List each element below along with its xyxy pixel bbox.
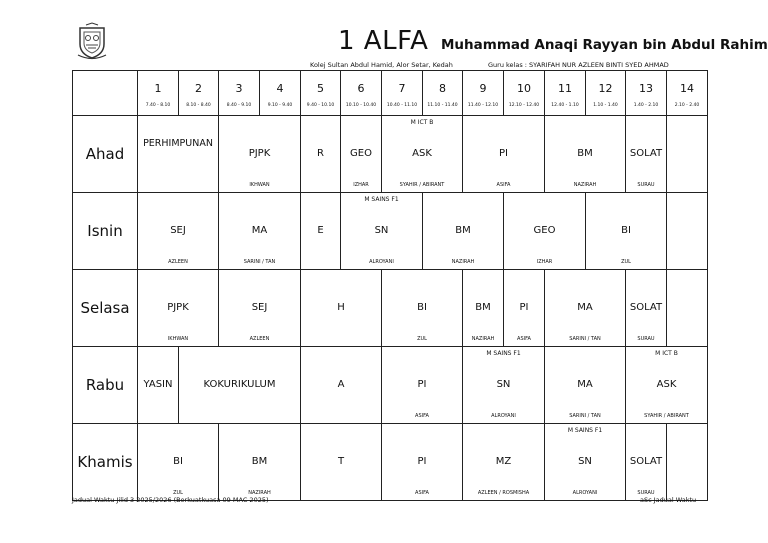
period-number: 3 bbox=[235, 82, 243, 95]
lesson-cell bbox=[545, 270, 626, 347]
lesson-cell bbox=[179, 347, 301, 424]
teacher-name: ZUL bbox=[417, 336, 427, 342]
period-header-6 bbox=[341, 71, 382, 116]
period-header-7 bbox=[382, 71, 423, 116]
subject-code: GEO bbox=[350, 148, 372, 159]
period-number: 12 bbox=[598, 82, 613, 95]
day-cell bbox=[73, 193, 138, 270]
student-name: Muhammad Anaqi Rayyan bin Abdul Rahim bbox=[441, 37, 768, 53]
period-header-2 bbox=[179, 71, 219, 116]
period-header-5 bbox=[301, 71, 341, 116]
teacher-name: ZUL bbox=[621, 259, 631, 265]
teacher-name: SURAU bbox=[637, 490, 655, 496]
period-header-1 bbox=[138, 71, 179, 116]
lesson-cell bbox=[667, 424, 708, 501]
lesson-cell bbox=[626, 270, 667, 347]
period-number: 14 bbox=[680, 82, 694, 95]
lesson-cell bbox=[219, 424, 301, 501]
period-number: 10 bbox=[517, 82, 531, 95]
teacher-name: SARINI / TAN bbox=[243, 259, 276, 265]
subject-code: GEO bbox=[533, 225, 556, 236]
period-time: 1.40 - 2.10 bbox=[633, 103, 659, 108]
room-tag: M SAINS F1 bbox=[486, 350, 521, 357]
subject-code: PI bbox=[499, 148, 508, 159]
lesson-cell bbox=[463, 347, 545, 424]
day-row-ahad bbox=[73, 116, 708, 193]
subject-code: BM bbox=[455, 225, 471, 236]
room-tag: M SAINS F1 bbox=[364, 196, 399, 203]
lesson-cell bbox=[667, 270, 708, 347]
teacher-name: ALROYANI bbox=[491, 413, 516, 419]
period-header-row bbox=[73, 71, 708, 116]
teacher-name: ALROYANI bbox=[369, 259, 394, 265]
subject-code: H bbox=[337, 302, 345, 313]
day-name: Khamis bbox=[77, 453, 133, 471]
timetable bbox=[72, 70, 708, 501]
period-header-10 bbox=[504, 71, 545, 116]
teacher-name: SARINI / TAN bbox=[569, 413, 601, 419]
day-row-selasa bbox=[73, 270, 708, 347]
footer-software: aSc Jadual Waktu bbox=[640, 496, 697, 504]
corner-cell bbox=[73, 71, 138, 116]
day-row-isnin bbox=[73, 193, 708, 270]
subject-code: SN bbox=[578, 456, 592, 467]
subject-code: MA bbox=[577, 379, 593, 390]
period-header-11 bbox=[545, 71, 586, 116]
day-cell bbox=[73, 424, 138, 501]
period-header-9 bbox=[463, 71, 504, 116]
period-time: 7.40 - 8.10 bbox=[145, 103, 171, 108]
period-number: 4 bbox=[276, 82, 284, 95]
subject-code: KOKURIKULUM bbox=[203, 379, 276, 390]
teacher-name: NAZIRAH bbox=[451, 259, 475, 265]
period-number: 11 bbox=[558, 82, 572, 95]
period-header-12 bbox=[586, 71, 626, 116]
teacher-name: NAZIRAH bbox=[573, 182, 597, 188]
room-tag: M ICT B bbox=[655, 350, 678, 357]
teacher-name: NAZIRAH bbox=[471, 336, 495, 342]
subject-code: PJPK bbox=[248, 148, 271, 159]
subject-code: BM bbox=[251, 456, 268, 467]
period-time: 12.10 - 12.40 bbox=[508, 103, 540, 108]
school-name: Kolej Sultan Abdul Hamid, Alor Setar, Kedah bbox=[310, 61, 453, 69]
period-time: 8.40 - 9.10 bbox=[226, 103, 252, 108]
lesson-cell bbox=[382, 347, 463, 424]
lesson-cell bbox=[219, 270, 301, 347]
subject-code: SOLAT bbox=[629, 148, 663, 159]
period-time: 8.10 - 8.40 bbox=[186, 103, 211, 108]
teacher-name: SARINI / TAN bbox=[569, 336, 601, 342]
lesson-cell bbox=[219, 116, 301, 193]
subject-code: SOLAT bbox=[629, 456, 663, 467]
lesson-cell bbox=[626, 116, 667, 193]
period-time: 9.40 - 10.10 bbox=[306, 103, 335, 108]
period-time: 11.40 - 12.10 bbox=[467, 103, 499, 108]
subject-code: SEJ bbox=[251, 302, 268, 313]
subject-code: SN bbox=[374, 225, 389, 236]
period-header-4 bbox=[260, 71, 301, 116]
subject-code: PI bbox=[417, 379, 427, 390]
subject-code: PJPK bbox=[167, 302, 189, 313]
lesson-cell bbox=[301, 424, 382, 501]
subject-code: PERHIMPUNAN bbox=[143, 138, 213, 149]
footer-timetable-note: Jadual Waktu Jilid 3 2025/2026 (Berkuatkuasa 09 MAC 2025) bbox=[72, 496, 269, 504]
lesson-cell bbox=[504, 270, 545, 347]
lesson-cell bbox=[301, 116, 341, 193]
teacher-name: AZLEEN bbox=[168, 259, 188, 265]
subject-code: BI bbox=[417, 302, 427, 313]
teacher-name: ASIFA bbox=[496, 182, 511, 188]
subject-code: ASK bbox=[656, 379, 677, 390]
subject-code: E bbox=[317, 225, 324, 236]
day-row-rabu bbox=[73, 347, 708, 424]
lesson-cell bbox=[301, 193, 341, 270]
teacher-name: IKHWAN bbox=[167, 336, 189, 342]
day-cell bbox=[73, 116, 138, 193]
teacher-name: SURAU bbox=[637, 336, 655, 342]
period-time: 12.40 - 1.10 bbox=[551, 103, 579, 108]
teacher-name: IZHAR bbox=[353, 182, 369, 188]
lesson-cell bbox=[301, 347, 382, 424]
period-time: 2.10 - 2.40 bbox=[674, 103, 700, 108]
class-teacher: Guru kelas : SYARIFAH NUR AZLEEN BINTI SYED AHMAD bbox=[488, 61, 669, 69]
class-title: 1 ALFA bbox=[338, 26, 429, 56]
subject-code: BI bbox=[173, 456, 183, 467]
school-crest-logo bbox=[74, 22, 110, 60]
lesson-cell bbox=[382, 424, 463, 501]
period-number: 6 bbox=[357, 82, 365, 95]
subject-code: BM bbox=[475, 302, 491, 313]
period-number: 13 bbox=[639, 82, 653, 95]
lesson-cell bbox=[382, 270, 463, 347]
teacher-name: AZLEEN / ROSMISHA bbox=[477, 490, 530, 496]
teacher-name: SYAHIR / ABIRANT bbox=[644, 413, 689, 419]
subject-code: T bbox=[337, 456, 345, 467]
lesson-cell bbox=[382, 116, 463, 193]
subject-code: PI bbox=[417, 456, 427, 467]
period-number: 9 bbox=[479, 82, 487, 95]
period-number: 8 bbox=[439, 82, 446, 95]
teacher-name: ZUL bbox=[173, 490, 183, 496]
subject-code: R bbox=[317, 148, 324, 159]
lesson-cell bbox=[463, 424, 545, 501]
day-name: Selasa bbox=[80, 299, 130, 317]
period-number: 5 bbox=[317, 82, 324, 95]
subject-code: YASIN bbox=[143, 379, 173, 390]
teacher-name: AZLEEN bbox=[249, 336, 270, 342]
lesson-cell bbox=[463, 116, 545, 193]
period-number: 2 bbox=[195, 82, 202, 95]
period-time: 10.40 - 11.10 bbox=[386, 103, 418, 108]
teacher-name: NAZIRAH bbox=[248, 490, 271, 496]
room-tag: M SAINS F1 bbox=[567, 427, 603, 434]
subject-code: BI bbox=[621, 225, 631, 236]
period-header-13 bbox=[626, 71, 667, 116]
lesson-cell bbox=[219, 193, 301, 270]
period-number: 1 bbox=[154, 82, 162, 95]
period-header-14 bbox=[667, 71, 708, 116]
room-tag: M ICT B bbox=[410, 119, 434, 126]
teacher-name: ALROYANI bbox=[572, 490, 598, 496]
day-name: Isnin bbox=[87, 222, 123, 240]
lesson-cell bbox=[504, 193, 586, 270]
subject-code: SEJ bbox=[170, 225, 186, 236]
day-cell bbox=[73, 270, 138, 347]
subject-code: ASK bbox=[412, 148, 432, 159]
subject-code: PI bbox=[519, 302, 529, 313]
lesson-cell bbox=[423, 193, 504, 270]
teacher-name: ASIFA bbox=[415, 413, 429, 419]
day-name: Ahad bbox=[85, 145, 125, 163]
subject-code: MA bbox=[577, 302, 593, 313]
day-cell bbox=[73, 347, 138, 424]
lesson-cell bbox=[341, 116, 382, 193]
lesson-cell bbox=[138, 347, 179, 424]
lesson-cell bbox=[586, 193, 667, 270]
teacher-name: IKHWAN bbox=[249, 182, 270, 188]
lesson-cell bbox=[545, 424, 626, 501]
lesson-cell bbox=[138, 193, 219, 270]
lesson-cell bbox=[667, 116, 708, 193]
teacher-name: ASIFA bbox=[517, 336, 531, 342]
period-number: 7 bbox=[398, 82, 406, 95]
lesson-cell bbox=[463, 270, 504, 347]
period-header-8 bbox=[423, 71, 463, 116]
teacher-name: ASIFA bbox=[415, 490, 429, 496]
lesson-cell bbox=[626, 424, 667, 501]
period-header-3 bbox=[219, 71, 260, 116]
day-row-khamis bbox=[73, 424, 708, 501]
teacher-name: IZHAR bbox=[536, 259, 553, 265]
subject-code: SOLAT bbox=[629, 302, 663, 313]
subject-code: MZ bbox=[495, 456, 512, 467]
day-name: Rabu bbox=[85, 376, 125, 394]
teacher-name: SURAU bbox=[637, 182, 655, 188]
subject-code: SN bbox=[496, 379, 511, 390]
period-time: 1.10 - 1.40 bbox=[593, 103, 618, 108]
lesson-cell bbox=[667, 193, 708, 270]
period-time: 10.10 - 10.40 bbox=[345, 103, 377, 108]
lesson-cell bbox=[545, 347, 626, 424]
subject-code: A bbox=[337, 379, 345, 390]
lesson-cell bbox=[626, 347, 708, 424]
lesson-cell bbox=[138, 116, 219, 193]
lesson-cell bbox=[341, 193, 423, 270]
period-time: 9.10 - 9.40 bbox=[267, 103, 293, 108]
teacher-name: SYAHIR / ABIRANT bbox=[399, 182, 445, 188]
period-time: 11.10 - 11.40 bbox=[427, 103, 458, 108]
subject-code: BM bbox=[577, 148, 593, 159]
lesson-cell bbox=[138, 270, 219, 347]
lesson-cell bbox=[545, 116, 626, 193]
lesson-cell bbox=[301, 270, 382, 347]
subject-code: MA bbox=[251, 225, 268, 236]
lesson-cell bbox=[138, 424, 219, 501]
